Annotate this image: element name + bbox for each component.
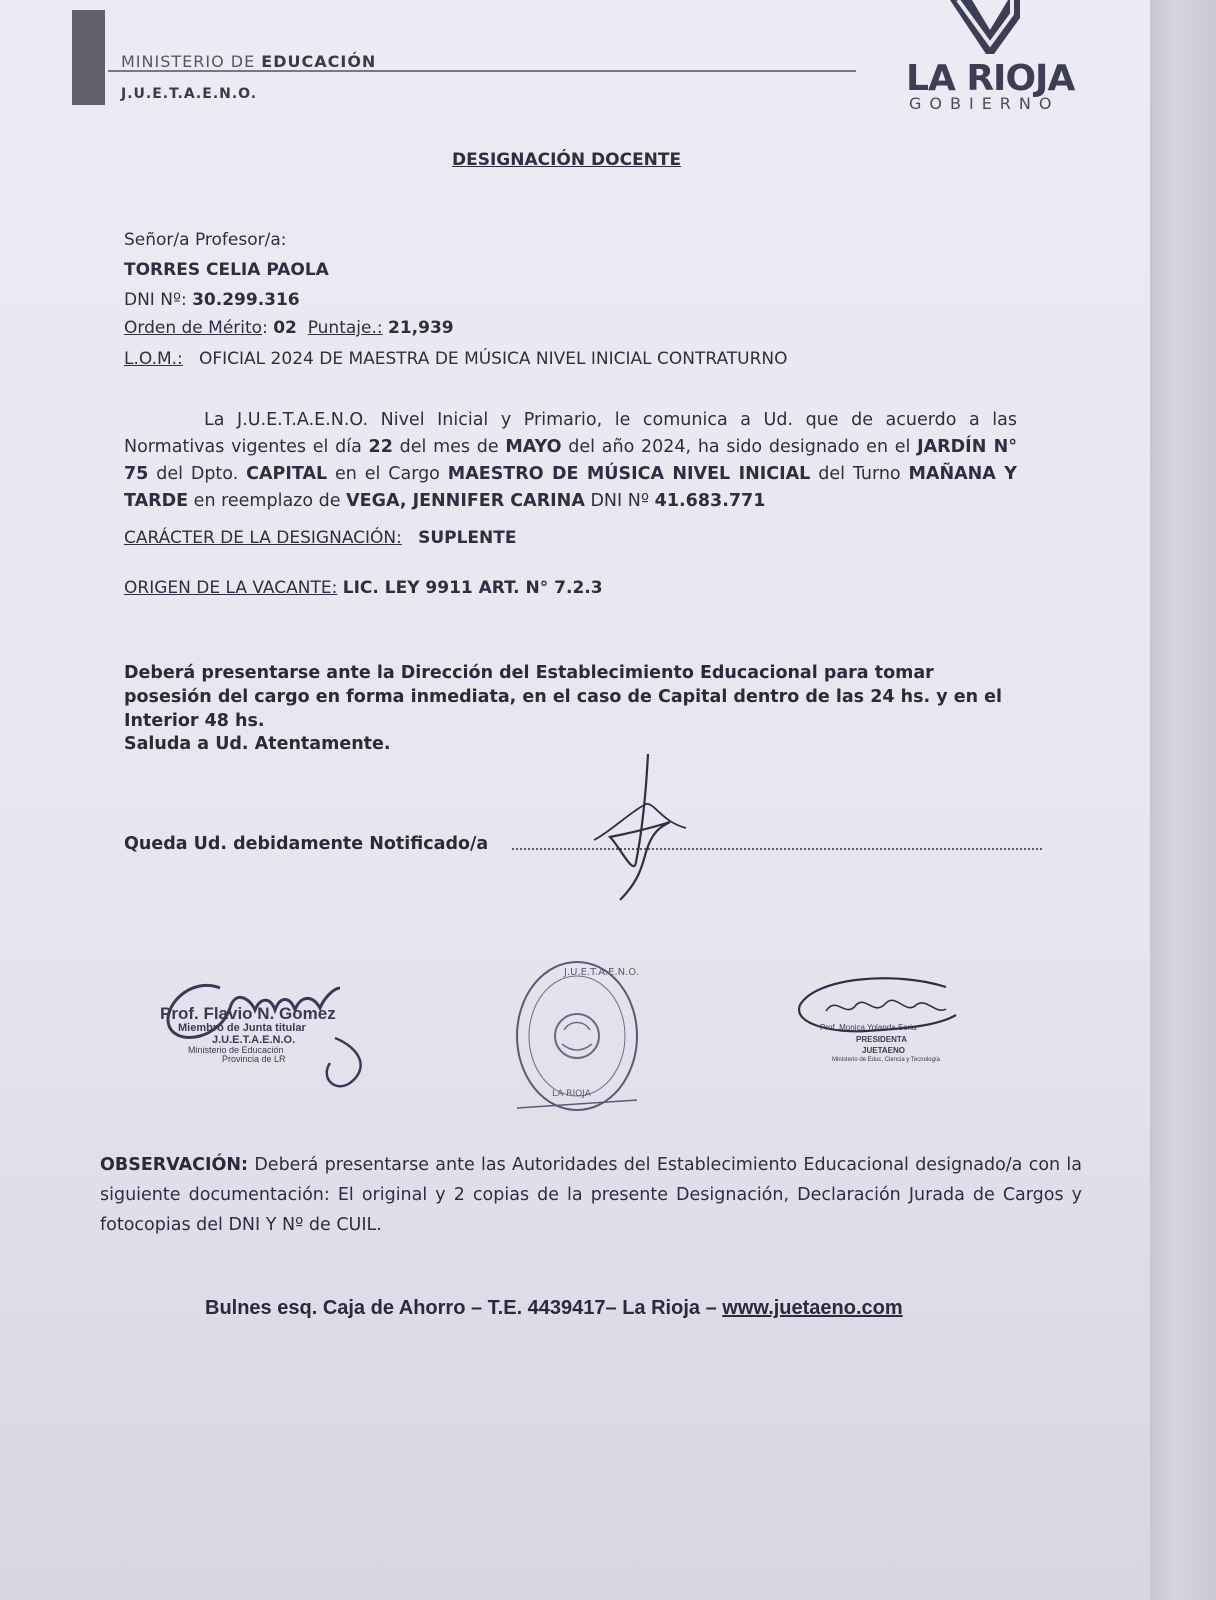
merit-order: Orden de Mérito: 02 Puntaje.: 21,939 bbox=[124, 318, 454, 338]
notified-line: Queda Ud. debidamente Notificado/a bbox=[124, 834, 489, 854]
right-signer-ministry: Ministerio de Educ. Ciencia y Tecnología bbox=[832, 1057, 940, 1063]
right-signer-org: JUETAENO bbox=[862, 1046, 905, 1055]
vacancy-origin: ORIGEN DE LA VACANTE: LIC. LEY 9911 ART. N° 7.2.3 bbox=[124, 578, 603, 598]
page-edge bbox=[1150, 0, 1216, 1600]
ministry-name: MINISTERIO DE EDUCACIÓN bbox=[121, 52, 377, 71]
left-signer-name: Prof. Flavio N. Gomez bbox=[160, 1004, 336, 1023]
footer-contact: Bulnes esq. Caja de Ahorro – T.E. 4439417– La Rioja – www.juetaeno.com bbox=[205, 1297, 903, 1319]
recipient-name: TORRES CELIA PAOLA bbox=[124, 260, 329, 280]
official-seal-icon bbox=[512, 960, 642, 1120]
greeting: Saluda a Ud. Atentamente. bbox=[124, 734, 391, 754]
org-name: J.U.E.T.A.E.N.O. bbox=[121, 86, 258, 102]
header-accent-bar bbox=[72, 10, 105, 105]
observation-paragraph: OBSERVACIÓN: Deberá presentarse ante las Autoridades del Establecimiento Educacional designado/a con la siguiente documentación: El original y 2 copias de la presente Designación, Declaración Jurada de Cargos y fotocopias del DNI Y Nº de CUIL. bbox=[100, 1155, 1082, 1235]
recipient-dni: DNI Nº: 30.299.316 bbox=[124, 290, 300, 310]
la-rioja-logo-icon bbox=[950, 0, 1020, 54]
left-signer-org: J.U.E.T.A.E.N.O. bbox=[212, 1034, 296, 1046]
designation-paragraph: La J.U.E.T.A.E.N.O. Nivel Inicial y Primario, le comunica a Ud. que de acuerdo a las Normativas vigentes el día 22 del mes de MAYO del año 2024, ha sido designado en el JARDÍN N° 75 del Dpto. CAPITAL en el Cargo MAESTRO DE MÚSICA NIVEL INICIAL del Turno MAÑANA Y TARDE en reemplazo de VEGA, JENNIFER CARINA DNI Nº 41.683.771 bbox=[124, 410, 1017, 511]
logo-subtitle: GOBIERNO bbox=[909, 94, 1060, 113]
signature-right bbox=[796, 975, 976, 1095]
right-signer-name: Prof. Monica Yolanda Soria bbox=[820, 1023, 917, 1032]
designation-character: CARÁCTER DE LA DESIGNACIÓN: SUPLENTE bbox=[124, 528, 517, 548]
website-link[interactable]: www.juetaeno.com bbox=[722, 1297, 903, 1319]
seal-bottom-text: LA RIOJA bbox=[552, 1089, 591, 1099]
logo-wordmark: LA RIOJA bbox=[906, 58, 1075, 99]
presentation-notice: Deberá presentarse ante la Dirección del Establecimiento Educacional para tomar posesión del cargo en forma inmediata, en el caso de Capital dentro de las 24 hs. y en el Interior 48 hs. bbox=[124, 663, 1003, 731]
left-signer-ministry: Ministerio de Educación bbox=[188, 1045, 284, 1055]
document-title: DESIGNACIÓN DOCENTE bbox=[452, 150, 682, 170]
left-signer-role: Miembro de Junta titular bbox=[178, 1022, 306, 1034]
recipient-signature bbox=[590, 752, 700, 902]
right-signer-role: PRESIDENTA bbox=[856, 1035, 907, 1044]
signature-left bbox=[160, 968, 390, 1098]
seal-top-text: J.U.E.T.A.E.N.O. bbox=[564, 967, 639, 978]
lom-line: L.O.M.: OFICIAL 2024 DE MAESTRA DE MÚSICA NIVEL INICIAL CONTRATURNO bbox=[124, 349, 788, 369]
salutation: Señor/a Profesor/a: bbox=[124, 230, 287, 250]
left-signer-province: Provincia de LR bbox=[222, 1054, 286, 1064]
